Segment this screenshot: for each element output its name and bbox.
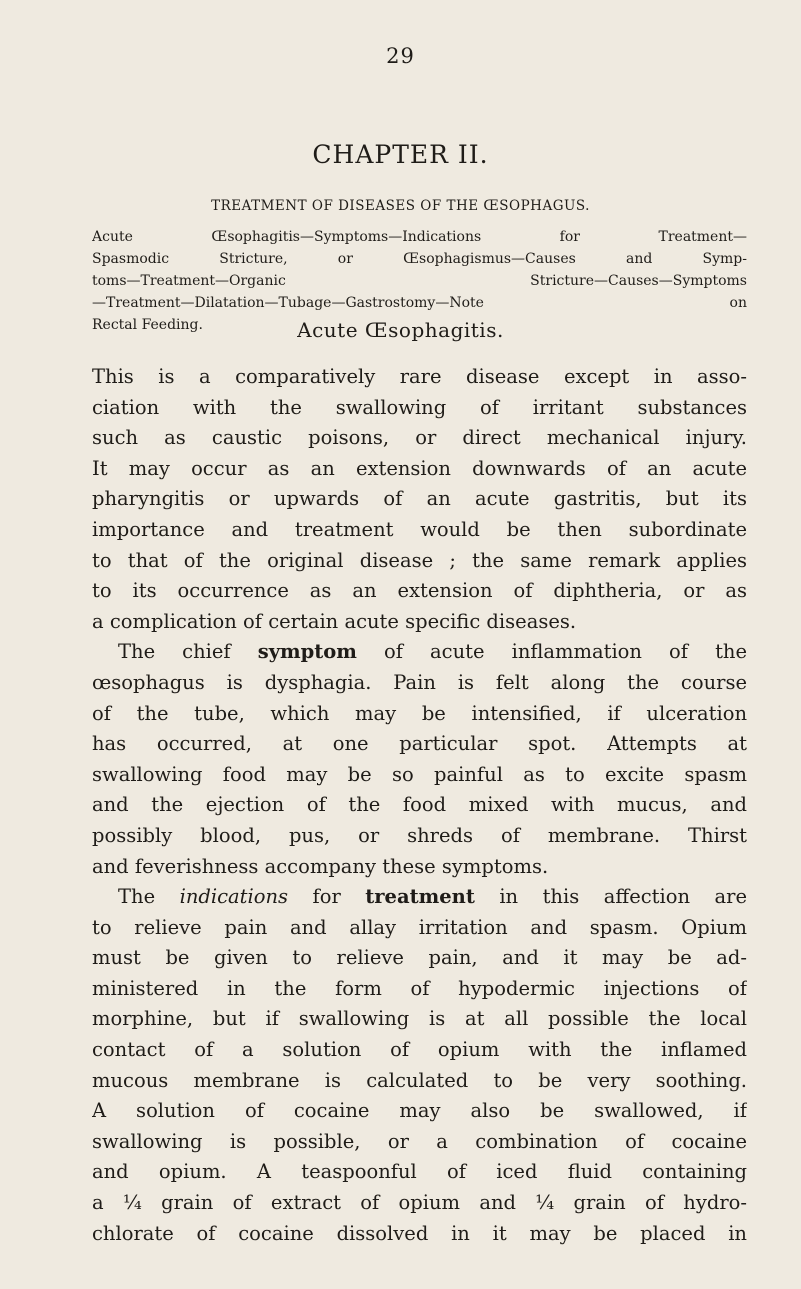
text-line: ciation with the swallowing of irritant substances: [92, 395, 747, 419]
contents-line: Rectal Feeding.: [92, 317, 203, 333]
subsection-title: Acute Œsophagitis.: [297, 318, 504, 342]
text-line: This is a comparatively rare disease except in asso-: [92, 365, 747, 388]
text-line: It may occur as an extension downwards of an acute: [92, 456, 747, 480]
text-line: such as caustic poisons, or direct mechanical injury.: [92, 426, 747, 450]
text-line: swallowing is possible, or a combination of cocaine: [92, 1129, 747, 1153]
text-line: chlorate of cocaine dissolved in it may be placed in: [92, 1221, 747, 1245]
text-run: The: [118, 885, 180, 909]
text-line: a ¼ grain of extract of opium and ¼ grain of hydro-: [92, 1191, 747, 1215]
page-number: 29: [386, 44, 415, 68]
text-line: œsophagus is dysphagia. Pain is felt along the course: [92, 670, 747, 694]
text-line: a complication of certain acute specific diseases.: [92, 609, 577, 633]
bold-term-treatment: treatment: [365, 885, 475, 909]
text-line: and the ejection of the food mixed with mucus, and: [92, 793, 747, 817]
text-line: [92, 882, 747, 913]
text-line: of the tube, which may be intensified, if ulceration: [92, 701, 747, 725]
body-text: [92, 362, 747, 1249]
contents-line: toms—Treatment—Organic Stricture—Causes—Symptoms: [92, 273, 747, 289]
text-line: pharyngitis or upwards of an acute gastritis, but its: [92, 487, 747, 511]
text-line: possibly blood, pus, or shreds of membrane. Thirst: [92, 823, 747, 847]
italic-term-indications: indications: [179, 885, 289, 909]
text-run: for: [288, 885, 366, 909]
text-run: The chief: [118, 640, 258, 664]
text-line: and opium. A teaspoonful of iced fluid containing: [92, 1160, 747, 1184]
contents-line: Spasmodic Stricture, or Œsophagismus—Causes and Symp-: [92, 251, 747, 267]
section-title: TREATMENT OF DISEASES OF THE ŒSOPHAGUS.: [211, 198, 590, 214]
chapter-title: CHAPTER II.: [312, 140, 489, 169]
text-line: [92, 637, 747, 668]
text-line: ministered in the form of hypodermic injections of: [92, 976, 747, 1000]
text-line: A solution of cocaine may also be swallowed, if: [92, 1099, 747, 1123]
text-run: of acute inflammation of the: [356, 640, 747, 664]
contents-line: —Treatment—Dilatation—Tubage—Gastrostomy—Note on: [92, 295, 747, 311]
contents-line: Acute Œsophagitis—Symptoms—Indications for Treatment—: [92, 229, 747, 245]
text-line: morphine, but if swallowing is at all possible the local: [92, 1007, 747, 1031]
text-line: mucous membrane is calculated to be very soothing.: [92, 1068, 747, 1092]
text-line: importance and treatment would be then subordinate: [92, 517, 747, 541]
text-line: has occurred, at one particular spot. Attempts at: [92, 732, 747, 756]
text-line: to that of the original disease ; the same remark applies: [92, 548, 747, 572]
text-line: to relieve pain and allay irritation and spasm. Opium: [92, 915, 747, 939]
text-line: swallowing food may be so painful as to excite spasm: [92, 762, 747, 786]
text-line: to its occurrence as an extension of diphtheria, or as: [92, 579, 747, 603]
bold-term-symptom: symptom: [257, 640, 357, 664]
text-run: in this affection are: [474, 885, 747, 909]
text-line: must be given to relieve pain, and it may be ad-: [92, 946, 747, 970]
text-line: contact of a solution of opium with the inflamed: [92, 1038, 747, 1062]
text-line: and feverishness accompany these symptoms.: [92, 854, 549, 878]
